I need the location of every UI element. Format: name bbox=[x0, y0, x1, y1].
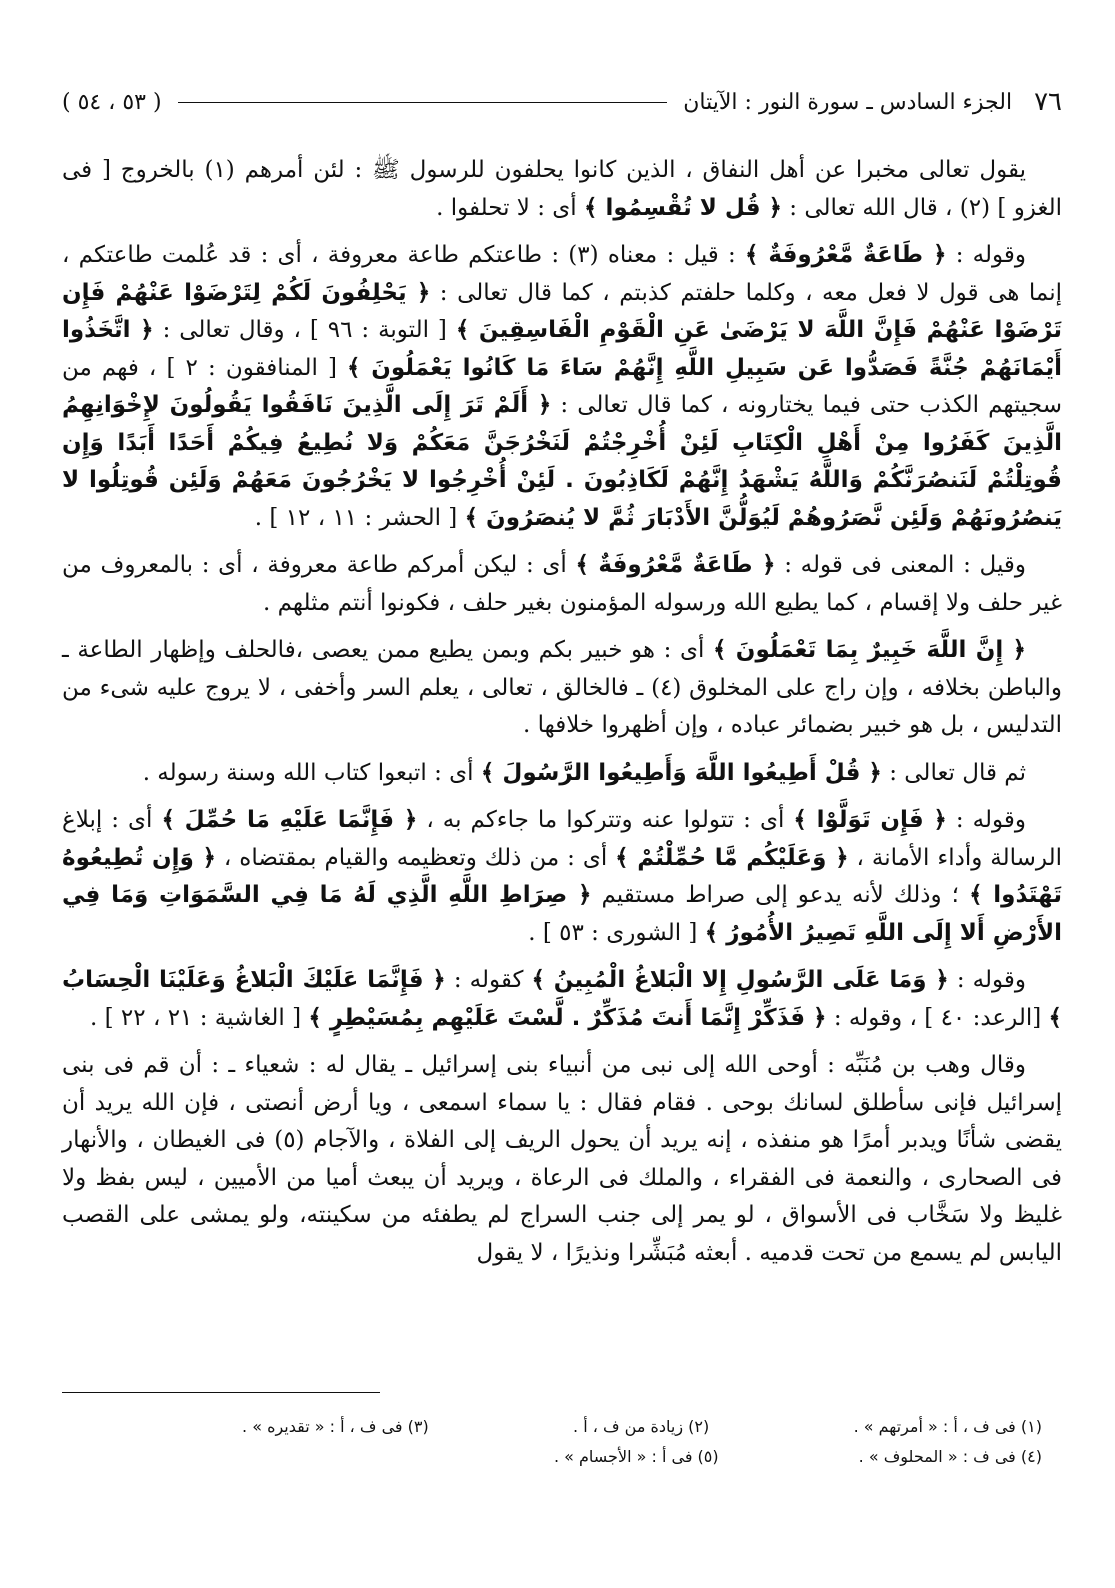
quran-quote: ﴿ فَإِنَّمَا عَلَيْهِ مَا حُمِّلَ ﴾ bbox=[161, 807, 418, 833]
text-run: أى : اتبعوا كتاب الله وسنة رسوله . bbox=[142, 759, 481, 786]
paragraph bbox=[62, 1047, 1062, 1272]
text-run: ؛ وذلك لأنه يدعو إلى صراط مستقيم bbox=[591, 882, 970, 908]
text-run: يقول تعالى مخبرا عن أهل النفاق ، الذين كانوا يحلفون للرسول ﷺ : لئن أمرهم bbox=[234, 157, 1026, 183]
text-run: (١) bbox=[204, 157, 235, 183]
quran-quote: ﴿ وَمَا عَلَى الرَّسُولِ إِلا الْبَلاغُ الْمُبِينُ ﴾ bbox=[531, 967, 949, 993]
text-run: [ الغاشية : ٢١ ، ٢٢ ] . bbox=[90, 1004, 309, 1031]
page-number: ٧٦ bbox=[1034, 87, 1062, 117]
book-page bbox=[62, 82, 1062, 1552]
text-run: (٢) bbox=[959, 194, 991, 221]
footnote-row bbox=[242, 1412, 1042, 1442]
text-run: ، قال الله تعالى : bbox=[782, 194, 960, 221]
footnote-2: (٢) زيادة من ف ، أ . bbox=[573, 1417, 710, 1436]
text-run: أى : من ذلك وتعظيمه والقيام بمقتضاه ، bbox=[215, 844, 616, 871]
quran-quote: ﴿ فَإِنَّمَا عَلَيْكَ الْبَلاغُ وَعَلَيْنَا الْحِسَابُ ﴾ bbox=[62, 967, 1062, 1031]
text-run: [ الحشر : ١١ ، ١٢ ] . bbox=[254, 504, 465, 531]
footnote-4: (٤) فى ف : « المحلوف » . bbox=[858, 1447, 1042, 1466]
text-run: وقيل : المعنى فى قوله : bbox=[775, 552, 1026, 578]
text-run: [ الشورى : ٥٣ ] . bbox=[528, 919, 705, 946]
footnote-row bbox=[242, 1442, 1042, 1472]
text-run: أى : إبلاغ الرسالة وأداء الأمانة ، bbox=[62, 807, 1062, 871]
text-run: (٣) bbox=[568, 242, 599, 268]
quran-quote: ﴿ أَلَمْ تَرَ إِلَى الَّذِينَ نَافَقُوا يَقُولُونَ لإِخْوَانِهِمُ الَّذِينَ كَفَرُوا مِنْ أَهْلِ الْكِتَابِ لَئِنْ أُخْرِجْتُمْ لَنَخْرُجَنَّ مَعَكُمْ وَلا نُطِيعُ فِيكُمْ أَحَدًا أَبَدًا وَإِن قُوتِلْتُمْ لَنَنصُرَنَّكُمْ وَاللَّهُ يَشْهَدُ إِنَّهُمْ لَكَاذِبُونَ . لَئِنْ أُخْرِجُوا لا يَخْرُجُونَ مَعَهُمْ وَلَئِن قُوتِلُوا لا يَنصُرُونَهُمْ وَلَئِن نَّصَرُوهُمْ لَيُوَلُّنَّ الأَدْبَارَ ثُمَّ لا يُنصَرُونَ ﴾ bbox=[62, 392, 1062, 531]
text-run: وقال وهب بن مُنَبِّه : أوحى الله إلى نبى من أنبياء بنى إسرائيل ـ يقال له : شعياء ـ : أن قم فى بنى إسرائيل فإنى سأطلق لسانك بوحى . فقام فقال : يا سماء اسمعى ، ويا أرض أنصتى ، فإن الله يريد أن يقضى شأنًا ويدبر أمرًا هو منفذه ، إنه يريد أن يحول الريف إلى الفلاة ، والآجام bbox=[62, 1052, 1062, 1153]
quran-quote: ﴿ طَاعَةٌ مَّعْرُوفَةٌ ﴾ bbox=[744, 242, 947, 268]
text-run: (٤) bbox=[651, 674, 682, 701]
running-head: الجزء السادس ـ سورة النور : الآيتان bbox=[683, 89, 1013, 115]
page-header bbox=[62, 82, 1062, 122]
main-text bbox=[62, 152, 1062, 1272]
text-run: ثم قال تعالى : bbox=[881, 759, 1026, 786]
text-run: فى الغيطان ، والأنهار فى الصحارى ، والنعمة فى الفقراء ، والملك فى الرعاة ، ويريد أن يبعث أميا من الأميين ، ليس بفظ ولا غليظ ولا سَخَّاب فى الأسواق ، لو يمر إلى جنب السراج لم يطفئه من سكينته، ولو يمشى على القصب اليابس لم يسمع من تحت قدميه . أبعثه مُبَشِّرا ونذيرًا ، لا يقول bbox=[62, 1127, 1062, 1266]
quran-quote: ﴿ وَإِن تُطِيعُوهُ تَهْتَدُوا ﴾ bbox=[62, 844, 1062, 908]
text-run: وقوله : bbox=[946, 807, 1026, 833]
paragraph bbox=[62, 802, 1062, 952]
text-run: وقوله : bbox=[948, 967, 1026, 993]
footnote-3: (٣) فى ف ، أ : « تقديره » . bbox=[242, 1417, 429, 1436]
text-run: ـ فالخالق ، تعالى ، يعلم السر وأخفى ، لا يروج عليه شىء من التدليس ، بل هو خبير بضمائر عباده ، وإن أظهروا خلافها . bbox=[62, 674, 1062, 738]
quran-quote: ﴿ قُلْ أَطِيعُوا اللَّهَ وَأَطِيعُوا الرَّسُولَ ﴾ bbox=[480, 759, 882, 786]
paragraph bbox=[62, 237, 1062, 537]
verse-reference: ( ٥٣ ، ٥٤ ) bbox=[62, 89, 162, 115]
text-run: [الرعد: ٤٠ ] ، وقوله : bbox=[826, 1004, 1049, 1031]
quran-quote: ﴿ فَذَكِّرْ إِنَّمَا أَنتَ مُذَكِّرٌ . لَّسْتَ عَلَيْهِم بِمُسَيْطِرٍ ﴾ bbox=[308, 1004, 827, 1031]
paragraph bbox=[62, 152, 1062, 227]
text-run: : طاعتكم طاعة معروفة ، أى : قد عُلمت طاعتكم ، إنما هى قول لا فعل معه ، وكلما حلفتم كذبتم ، كما قال تعالى : bbox=[62, 242, 1062, 306]
paragraph bbox=[62, 755, 1062, 793]
footnote-rule bbox=[62, 1392, 380, 1393]
quran-quote: ﴿ اتَّخَذُوا أَيْمَانَهُمْ جُنَّةً فَصَدُّوا عَن سَبِيلِ اللَّهِ إِنَّهُمْ سَاءَ مَا كَانُوا يَعْمَلُونَ ﴾ bbox=[62, 317, 1063, 381]
text-run: [ المنافقون : ٢ ] ، فهم من سجيتهم الكذب حتى فيما يختارونه ، كما قال تعالى : bbox=[62, 354, 1062, 418]
paragraph bbox=[62, 547, 1062, 622]
quran-quote: ﴿ يَحْلِفُونَ لَكُمْ لِتَرْضَوْا عَنْهُمْ فَإِن تَرْضَوْا عَنْهُمْ فَإِنَّ اللَّهَ لا يَرْضَىٰ عَنِ الْقَوْمِ الْفَاسِقِينَ ﴾ bbox=[62, 279, 1063, 343]
quran-quote: ﴿ وَعَلَيْكُم مَّا حُمِّلْتُمْ ﴾ bbox=[615, 844, 849, 871]
text-run: (٥) bbox=[274, 1127, 305, 1153]
quran-quote: ﴿ طَاعَةٌ مَّعْرُوفَةٌ ﴾ bbox=[575, 552, 776, 578]
text-run: أى : تتولوا عنه وتتركوا ما جاءكم به ، bbox=[417, 807, 794, 833]
text-run: كقوله : bbox=[445, 967, 532, 993]
text-run: أى : هو خبير بكم وبمن يطيع ممن يعصى ،فالحلف وإظهار الطاعة ـ والباطن بخلافه ، وإن راج على المخلوق bbox=[62, 637, 1062, 701]
text-run: بالخروج [ فى الغزو ] bbox=[62, 157, 1062, 221]
quran-quote: ﴿ صِرَاطِ اللَّهِ الَّذِي لَهُ مَا فِي السَّمَوَاتِ وَمَا فِي الأَرْضِ أَلا إِلَى اللَّهِ تَصِيرُ الأُمُورُ ﴾ bbox=[62, 882, 1062, 946]
quran-quote: ﴿ فَإِن تَوَلَّوْا ﴾ bbox=[793, 807, 947, 833]
text-run: أى : لا تحلفوا . bbox=[436, 194, 584, 221]
text-run: [ التوبة : ٩٦ ] ، وقال تعالى : bbox=[153, 317, 456, 343]
quran-quote: ﴿ إِنَّ اللَّهَ خَبِيرٌ بِمَا تَعْمَلُونَ ﴾ bbox=[713, 637, 1027, 663]
header-rule bbox=[178, 102, 668, 103]
text-run: وقوله : bbox=[946, 242, 1026, 268]
paragraph bbox=[62, 632, 1062, 745]
text-run: : قيل : معناه bbox=[598, 242, 745, 268]
quran-quote: ﴿ قُل لا تُقْسِمُوا ﴾ bbox=[583, 194, 782, 221]
footnote-5: (٥) فى أ : « الأجسام » . bbox=[553, 1447, 719, 1466]
footnotes bbox=[242, 1412, 1042, 1472]
paragraph bbox=[62, 962, 1062, 1037]
footnote-1: (١) فى ف ، أ : « أمرتهم » . bbox=[853, 1417, 1042, 1436]
text-run: أى : ليكن أمركم طاعة معروفة ، أى : بالمعروف من غير حلف ولا إقسام ، كما يطيع الله ورسوله المؤمنون بغير حلف ، فكونوا أنتم مثلهم . bbox=[62, 552, 1062, 616]
